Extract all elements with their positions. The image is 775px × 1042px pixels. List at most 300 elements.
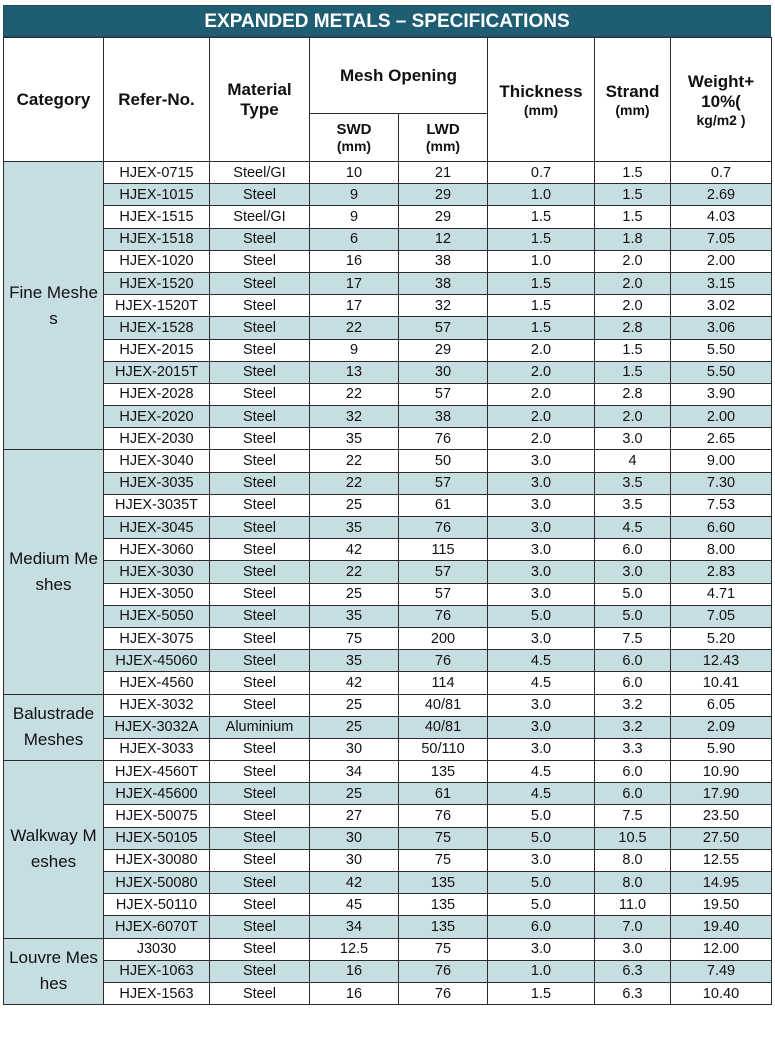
strand-cell: 4 — [595, 450, 671, 472]
weight-cell: 12.43 — [671, 650, 772, 672]
thickness-cell: 1.5 — [488, 228, 595, 250]
thickness-cell: 3.0 — [488, 694, 595, 716]
table-row — [4, 849, 772, 871]
weight-cell: 5.50 — [671, 339, 772, 361]
thickness-cell: 5.0 — [488, 894, 595, 916]
lwd-cell: 57 — [399, 583, 488, 605]
table-row — [4, 827, 772, 849]
table-row — [4, 583, 772, 605]
weight-cell: 12.00 — [671, 938, 772, 960]
material-cell: Steel — [210, 317, 310, 339]
table-row — [4, 761, 772, 783]
swd-cell: 75 — [310, 627, 399, 649]
table-row — [4, 317, 772, 339]
refer-no-cell: HJEX-3033 — [104, 738, 210, 760]
header-strand-unit: (mm) — [615, 101, 650, 118]
lwd-cell: 57 — [399, 317, 488, 339]
swd-cell: 16 — [310, 250, 399, 272]
material-cell: Steel — [210, 339, 310, 361]
thickness-cell: 3.0 — [488, 938, 595, 960]
weight-cell: 7.05 — [671, 228, 772, 250]
strand-cell: 3.0 — [595, 561, 671, 583]
material-cell: Steel — [210, 539, 310, 561]
table-row — [4, 872, 772, 894]
strand-cell: 1.5 — [595, 184, 671, 206]
swd-cell: 45 — [310, 894, 399, 916]
weight-cell: 2.83 — [671, 561, 772, 583]
thickness-cell: 5.0 — [488, 605, 595, 627]
strand-cell: 6.0 — [595, 650, 671, 672]
thickness-cell: 3.0 — [488, 583, 595, 605]
category-cell: Walkway Meshes — [4, 761, 104, 939]
header-mesh-opening: Mesh Opening — [310, 38, 488, 114]
swd-cell: 34 — [310, 916, 399, 938]
lwd-cell: 75 — [399, 827, 488, 849]
material-cell: Steel — [210, 738, 310, 760]
lwd-cell: 29 — [399, 206, 488, 228]
strand-cell: 10.5 — [595, 827, 671, 849]
weight-cell: 4.03 — [671, 206, 772, 228]
material-cell: Steel — [210, 295, 310, 317]
weight-cell: 3.06 — [671, 317, 772, 339]
weight-cell: 4.71 — [671, 583, 772, 605]
lwd-cell: 135 — [399, 916, 488, 938]
table-row — [4, 406, 772, 428]
swd-cell: 30 — [310, 849, 399, 871]
material-cell: Steel — [210, 849, 310, 871]
lwd-cell: 114 — [399, 672, 488, 694]
swd-cell: 30 — [310, 827, 399, 849]
refer-no-cell: HJEX-2030 — [104, 428, 210, 450]
header-material-type: Material Type — [210, 38, 310, 162]
table-header — [4, 38, 772, 162]
refer-no-cell: HJEX-6070T — [104, 916, 210, 938]
refer-no-cell: HJEX-1528 — [104, 317, 210, 339]
refer-no-cell: HJEX-3032A — [104, 716, 210, 738]
swd-cell: 6 — [310, 228, 399, 250]
thickness-cell: 3.0 — [488, 494, 595, 516]
strand-cell: 4.5 — [595, 517, 671, 539]
header-swd-unit: (mm) — [336, 138, 372, 154]
weight-cell: 3.02 — [671, 295, 772, 317]
swd-cell: 9 — [310, 184, 399, 206]
weight-cell: 10.40 — [671, 982, 772, 1004]
weight-cell: 9.00 — [671, 450, 772, 472]
strand-cell: 6.0 — [595, 761, 671, 783]
material-cell: Steel — [210, 383, 310, 405]
refer-no-cell: HJEX-3040 — [104, 450, 210, 472]
weight-cell: 2.69 — [671, 184, 772, 206]
thickness-cell: 3.0 — [488, 561, 595, 583]
material-cell: Steel — [210, 450, 310, 472]
table-row — [4, 162, 772, 184]
strand-cell: 8.0 — [595, 872, 671, 894]
refer-no-cell: HJEX-1515 — [104, 206, 210, 228]
table-row — [4, 672, 772, 694]
strand-cell: 7.5 — [595, 627, 671, 649]
strand-cell: 1.5 — [595, 206, 671, 228]
lwd-cell: 76 — [399, 960, 488, 982]
thickness-cell: 1.0 — [488, 184, 595, 206]
strand-cell: 5.0 — [595, 605, 671, 627]
thickness-cell: 1.5 — [488, 206, 595, 228]
material-cell: Steel — [210, 428, 310, 450]
swd-cell: 25 — [310, 783, 399, 805]
weight-cell: 7.30 — [671, 472, 772, 494]
thickness-cell: 5.0 — [488, 872, 595, 894]
thickness-cell: 3.0 — [488, 738, 595, 760]
material-cell: Steel/GI — [210, 162, 310, 184]
thickness-cell: 1.0 — [488, 960, 595, 982]
refer-no-cell: HJEX-3035T — [104, 494, 210, 516]
refer-no-cell: HJEX-3045 — [104, 517, 210, 539]
refer-no-cell: HJEX-1520T — [104, 295, 210, 317]
strand-cell: 1.5 — [595, 162, 671, 184]
thickness-cell: 4.5 — [488, 761, 595, 783]
refer-no-cell: HJEX-2015 — [104, 339, 210, 361]
swd-cell: 12.5 — [310, 938, 399, 960]
lwd-cell: 38 — [399, 250, 488, 272]
material-cell: Steel — [210, 250, 310, 272]
swd-cell: 34 — [310, 761, 399, 783]
strand-cell: 6.0 — [595, 672, 671, 694]
header-thickness-label: Thickness — [499, 81, 583, 101]
weight-cell: 2.00 — [671, 406, 772, 428]
material-cell: Steel — [210, 827, 310, 849]
swd-cell: 42 — [310, 539, 399, 561]
swd-cell: 22 — [310, 383, 399, 405]
strand-cell: 6.0 — [595, 539, 671, 561]
thickness-cell: 3.0 — [488, 472, 595, 494]
table-row — [4, 206, 772, 228]
refer-no-cell: HJEX-50105 — [104, 827, 210, 849]
material-cell: Steel — [210, 272, 310, 294]
thickness-cell: 4.5 — [488, 783, 595, 805]
strand-cell: 3.0 — [595, 938, 671, 960]
lwd-cell: 135 — [399, 894, 488, 916]
lwd-cell: 40/81 — [399, 694, 488, 716]
refer-no-cell: J3030 — [104, 938, 210, 960]
table-row — [4, 250, 772, 272]
lwd-cell: 76 — [399, 982, 488, 1004]
table-row — [4, 605, 772, 627]
swd-cell: 22 — [310, 450, 399, 472]
strand-cell: 1.8 — [595, 228, 671, 250]
table-body — [4, 162, 772, 1005]
lwd-cell: 200 — [399, 627, 488, 649]
thickness-cell: 5.0 — [488, 805, 595, 827]
refer-no-cell: HJEX-50080 — [104, 872, 210, 894]
strand-cell: 6.3 — [595, 960, 671, 982]
thickness-cell: 4.5 — [488, 650, 595, 672]
lwd-cell: 75 — [399, 849, 488, 871]
strand-cell: 3.5 — [595, 472, 671, 494]
thickness-cell: 1.5 — [488, 317, 595, 339]
swd-cell: 27 — [310, 805, 399, 827]
thickness-cell: 3.0 — [488, 627, 595, 649]
category-cell: Balustrade Meshes — [4, 694, 104, 761]
table-row — [4, 916, 772, 938]
thickness-cell: 1.5 — [488, 295, 595, 317]
swd-cell: 9 — [310, 206, 399, 228]
refer-no-cell: HJEX-50110 — [104, 894, 210, 916]
table-row — [4, 694, 772, 716]
material-cell: Steel — [210, 517, 310, 539]
strand-cell: 2.8 — [595, 383, 671, 405]
header-thickness — [488, 38, 595, 162]
material-cell: Steel/GI — [210, 206, 310, 228]
material-cell: Steel — [210, 805, 310, 827]
refer-no-cell: HJEX-45060 — [104, 650, 210, 672]
lwd-cell: 57 — [399, 383, 488, 405]
lwd-cell: 21 — [399, 162, 488, 184]
weight-cell: 7.05 — [671, 605, 772, 627]
header-swd-label: SWD — [336, 121, 372, 138]
strand-cell: 6.3 — [595, 982, 671, 1004]
strand-cell: 7.0 — [595, 916, 671, 938]
material-cell: Steel — [210, 916, 310, 938]
thickness-cell: 1.0 — [488, 250, 595, 272]
table-row — [4, 938, 772, 960]
weight-cell: 10.90 — [671, 761, 772, 783]
swd-cell: 22 — [310, 317, 399, 339]
lwd-cell: 57 — [399, 472, 488, 494]
table-row — [4, 627, 772, 649]
strand-cell: 2.0 — [595, 406, 671, 428]
thickness-cell: 2.0 — [488, 383, 595, 405]
weight-cell: 2.09 — [671, 716, 772, 738]
thickness-cell: 3.0 — [488, 517, 595, 539]
strand-cell: 8.0 — [595, 849, 671, 871]
weight-cell: 19.40 — [671, 916, 772, 938]
strand-cell: 3.2 — [595, 716, 671, 738]
material-cell: Steel — [210, 472, 310, 494]
swd-cell: 10 — [310, 162, 399, 184]
material-cell: Steel — [210, 938, 310, 960]
swd-cell: 42 — [310, 872, 399, 894]
table-row — [4, 561, 772, 583]
table-row — [4, 894, 772, 916]
lwd-cell: 75 — [399, 938, 488, 960]
refer-no-cell: HJEX-3032 — [104, 694, 210, 716]
refer-no-cell: HJEX-4560T — [104, 761, 210, 783]
swd-cell: 9 — [310, 339, 399, 361]
thickness-cell: 5.0 — [488, 827, 595, 849]
lwd-cell: 50 — [399, 450, 488, 472]
header-lwd — [399, 114, 488, 162]
weight-cell: 5.90 — [671, 738, 772, 760]
lwd-cell: 32 — [399, 295, 488, 317]
lwd-cell: 12 — [399, 228, 488, 250]
material-cell: Steel — [210, 894, 310, 916]
thickness-cell: 1.5 — [488, 982, 595, 1004]
header-weight-unit: kg/m2 ) — [696, 111, 746, 128]
thickness-cell: 2.0 — [488, 428, 595, 450]
refer-no-cell: HJEX-3030 — [104, 561, 210, 583]
sheet-title: EXPANDED METALS – SPECIFICATIONS — [3, 5, 771, 37]
table-row — [4, 472, 772, 494]
table-row — [4, 494, 772, 516]
refer-no-cell: HJEX-2028 — [104, 383, 210, 405]
weight-cell: 2.65 — [671, 428, 772, 450]
material-cell: Steel — [210, 361, 310, 383]
spec-sheet — [3, 5, 771, 1005]
spec-table — [3, 37, 772, 1005]
weight-cell: 12.55 — [671, 849, 772, 871]
swd-cell: 35 — [310, 650, 399, 672]
lwd-cell: 76 — [399, 605, 488, 627]
material-cell: Aluminium — [210, 716, 310, 738]
material-cell: Steel — [210, 627, 310, 649]
header-lwd-label: LWD — [426, 121, 460, 138]
weight-cell: 14.95 — [671, 872, 772, 894]
material-cell: Steel — [210, 406, 310, 428]
header-refer-no: Refer-No. — [104, 38, 210, 162]
swd-cell: 17 — [310, 272, 399, 294]
lwd-cell: 29 — [399, 184, 488, 206]
weight-cell: 3.90 — [671, 383, 772, 405]
refer-no-cell: HJEX-1520 — [104, 272, 210, 294]
swd-cell: 42 — [310, 672, 399, 694]
swd-cell: 22 — [310, 472, 399, 494]
lwd-cell: 76 — [399, 428, 488, 450]
table-row — [4, 783, 772, 805]
refer-no-cell: HJEX-0715 — [104, 162, 210, 184]
swd-cell: 17 — [310, 295, 399, 317]
table-row — [4, 982, 772, 1004]
refer-no-cell: HJEX-50075 — [104, 805, 210, 827]
table-row — [4, 228, 772, 250]
strand-cell: 2.0 — [595, 295, 671, 317]
strand-cell: 2.0 — [595, 272, 671, 294]
material-cell: Steel — [210, 872, 310, 894]
header-thickness-unit: (mm) — [523, 101, 559, 118]
weight-cell: 5.20 — [671, 627, 772, 649]
weight-cell: 6.05 — [671, 694, 772, 716]
category-cell: Medium Meshes — [4, 450, 104, 694]
table-row — [4, 960, 772, 982]
material-cell: Steel — [210, 982, 310, 1004]
lwd-cell: 76 — [399, 650, 488, 672]
category-cell: Fine Meshes — [4, 162, 104, 450]
weight-cell: 0.7 — [671, 162, 772, 184]
material-cell: Steel — [210, 184, 310, 206]
table-row — [4, 383, 772, 405]
material-cell: Steel — [210, 783, 310, 805]
weight-cell: 23.50 — [671, 805, 772, 827]
weight-cell: 10.41 — [671, 672, 772, 694]
lwd-cell: 30 — [399, 361, 488, 383]
swd-cell: 25 — [310, 694, 399, 716]
weight-cell: 27.50 — [671, 827, 772, 849]
lwd-cell: 76 — [399, 517, 488, 539]
lwd-cell: 29 — [399, 339, 488, 361]
weight-cell: 7.53 — [671, 494, 772, 516]
table-row — [4, 738, 772, 760]
swd-cell: 30 — [310, 738, 399, 760]
table-row — [4, 295, 772, 317]
swd-cell: 16 — [310, 982, 399, 1004]
material-cell: Steel — [210, 494, 310, 516]
material-cell: Steel — [210, 605, 310, 627]
material-cell: Steel — [210, 228, 310, 250]
material-cell: Steel — [210, 650, 310, 672]
refer-no-cell: HJEX-2015T — [104, 361, 210, 383]
lwd-cell: 76 — [399, 805, 488, 827]
category-cell: Louvre Meshes — [4, 938, 104, 1005]
header-strand-label: Strand — [605, 81, 660, 101]
refer-no-cell: HJEX-1020 — [104, 250, 210, 272]
material-cell: Steel — [210, 761, 310, 783]
strand-cell: 5.0 — [595, 583, 671, 605]
weight-cell: 3.15 — [671, 272, 772, 294]
refer-no-cell: HJEX-2020 — [104, 406, 210, 428]
refer-no-cell: HJEX-3050 — [104, 583, 210, 605]
swd-cell: 25 — [310, 494, 399, 516]
weight-cell: 2.00 — [671, 250, 772, 272]
thickness-cell: 1.5 — [488, 272, 595, 294]
material-cell: Steel — [210, 672, 310, 694]
header-weight-label: Weight+ 10%( — [687, 71, 755, 111]
thickness-cell: 3.0 — [488, 539, 595, 561]
thickness-cell: 2.0 — [488, 339, 595, 361]
strand-cell: 11.0 — [595, 894, 671, 916]
table-row — [4, 339, 772, 361]
refer-no-cell: HJEX-30080 — [104, 849, 210, 871]
table-row — [4, 272, 772, 294]
table-row — [4, 428, 772, 450]
strand-cell: 7.5 — [595, 805, 671, 827]
refer-no-cell: HJEX-45600 — [104, 783, 210, 805]
table-row — [4, 716, 772, 738]
refer-no-cell: HJEX-1063 — [104, 960, 210, 982]
lwd-cell: 57 — [399, 561, 488, 583]
lwd-cell: 135 — [399, 761, 488, 783]
material-cell: Steel — [210, 694, 310, 716]
material-cell: Steel — [210, 583, 310, 605]
thickness-cell: 4.5 — [488, 672, 595, 694]
strand-cell: 1.5 — [595, 361, 671, 383]
swd-cell: 13 — [310, 361, 399, 383]
table-row — [4, 650, 772, 672]
strand-cell: 3.2 — [595, 694, 671, 716]
strand-cell: 2.8 — [595, 317, 671, 339]
lwd-cell: 38 — [399, 272, 488, 294]
header-swd — [310, 114, 399, 162]
thickness-cell: 2.0 — [488, 406, 595, 428]
header-weight — [671, 38, 772, 162]
swd-cell: 35 — [310, 428, 399, 450]
thickness-cell: 0.7 — [488, 162, 595, 184]
refer-no-cell: HJEX-3075 — [104, 627, 210, 649]
refer-no-cell: HJEX-1563 — [104, 982, 210, 1004]
lwd-cell: 115 — [399, 539, 488, 561]
table-row — [4, 450, 772, 472]
refer-no-cell: HJEX-3060 — [104, 539, 210, 561]
refer-no-cell: HJEX-1518 — [104, 228, 210, 250]
lwd-cell: 61 — [399, 494, 488, 516]
swd-cell: 25 — [310, 716, 399, 738]
swd-cell: 35 — [310, 605, 399, 627]
weight-cell: 5.50 — [671, 361, 772, 383]
header-category: Category — [4, 38, 104, 162]
table-row — [4, 517, 772, 539]
thickness-cell: 2.0 — [488, 361, 595, 383]
header-lwd-unit: (mm) — [425, 138, 461, 154]
lwd-cell: 50/110 — [399, 738, 488, 760]
weight-cell: 7.49 — [671, 960, 772, 982]
thickness-cell: 6.0 — [488, 916, 595, 938]
